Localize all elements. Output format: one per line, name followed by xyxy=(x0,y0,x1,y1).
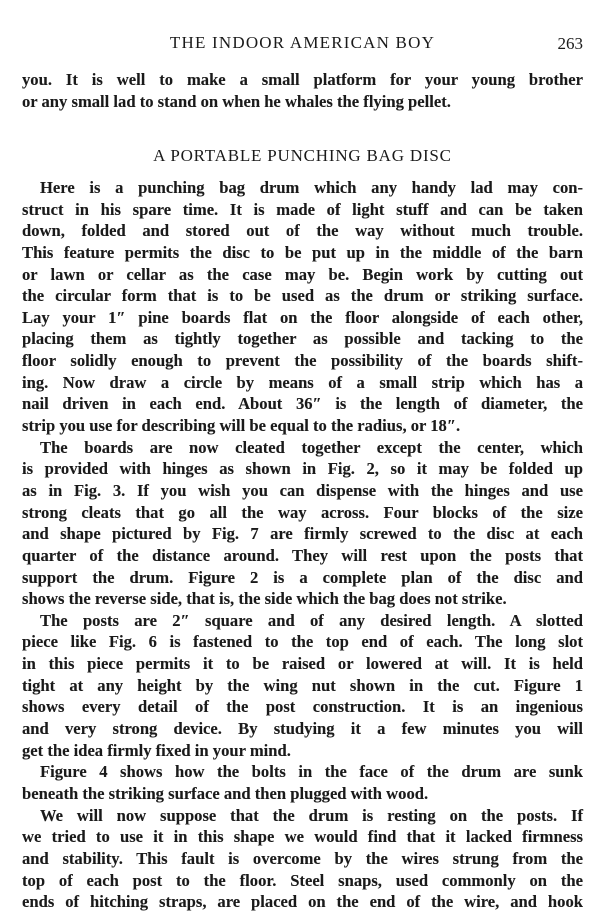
text-line: floor solidly enough to prevent the possibility of the boards shift- xyxy=(22,351,583,371)
text-line: strong cleats that go all the way across. Four blocks of the size xyxy=(22,502,583,522)
running-head-title: THE INDOOR AMERICAN BOY xyxy=(169,33,436,52)
text-line: placing them as tightly together as possible and tacking to the xyxy=(22,329,583,349)
text-line: The posts are 2″ square and of any desired length. A slotted xyxy=(40,610,583,630)
text-line: in this piece permits it to be raised or lowered at will. It is held xyxy=(22,654,583,674)
text-line: and very strong device. By studying it a few minutes you will xyxy=(22,719,583,739)
text-line: is provided with hinges as shown in Fig. 2, so it may be folded up xyxy=(22,459,583,479)
text-line: ing. Now draw a circle by means of a small strip which has a xyxy=(22,372,583,392)
text-line: or any small lad to stand on when he whales the flying pellet. xyxy=(22,91,451,111)
text-line: nail driven in each end. About 36″ is the length of diameter, the xyxy=(22,394,583,414)
section-heading: A PORTABLE PUNCHING BAG DISC xyxy=(153,146,452,165)
text-line: strip you use for describing will be equal to the radius, or 18″. xyxy=(22,416,461,436)
text-line: This feature permits the disc to be put up in the middle of the barn xyxy=(22,242,583,262)
text-line: or lawn or cellar as the case may be. Begin work by cutting out xyxy=(22,264,583,284)
text-line: Lay your 1″ pine boards flat on the floor alongside of each other, xyxy=(22,307,583,327)
text-line: The boards are now cleated together except the center, which xyxy=(40,437,583,457)
running-head xyxy=(22,33,583,57)
text-line: struct in his spare time. It is made of light stuff and can be taken xyxy=(22,199,583,219)
text-line: and stability. This fault is overcome by the wires strung from the xyxy=(22,848,583,868)
text-line: as in Fig. 3. If you wish you can dispense with the hinges and use xyxy=(22,480,583,500)
text-line: get the idea firmly fixed in your mind. xyxy=(22,740,291,760)
text-line: you. It is well to make a small platform for your young brother xyxy=(22,70,583,89)
text-line: Figure 4 shows how the bolts in the face of the drum are sunk xyxy=(40,762,583,782)
text-line: tight at any height by the wing nut shown in the cut. Figure 1 xyxy=(22,675,583,695)
text-line: support the drum. Figure 2 is a complete plan of the disc and xyxy=(22,567,583,587)
text-line: piece like Fig. 6 is fastened to the top end of each. The long slot xyxy=(22,632,583,652)
text-line: shows every detail of the post construction. It is an ingenious xyxy=(22,697,583,717)
paragraph xyxy=(22,437,583,610)
paragraph xyxy=(22,610,583,761)
paragraph xyxy=(22,177,583,437)
paragraph xyxy=(22,805,583,913)
text-line: we tried to use it in this shape we would find that it lacked firmness xyxy=(22,827,583,847)
paragraph xyxy=(22,761,583,804)
text-line: ends of hitching straps, are placed on the end of the wire, and hook xyxy=(22,892,583,912)
text-line: quarter of the distance around. They will rest upon the posts that xyxy=(22,545,583,565)
intro-paragraph xyxy=(22,69,583,112)
text-line: We will now suppose that the drum is resting on the posts. If xyxy=(40,805,583,825)
text-line: beneath the striking surface and then plugged with wood. xyxy=(22,783,429,803)
page-number: 263 xyxy=(557,34,583,53)
section-body xyxy=(22,177,583,913)
text-line: shows the reverse side, that is, the side which the bag does not strike. xyxy=(22,589,507,609)
text-line: the circular form that is to be used as the drum or striking surface. xyxy=(22,286,583,306)
text-line: top of each post to the floor. Steel snaps, used commonly on the xyxy=(22,870,583,890)
text-line: and shape pictured by Fig. 7 are firmly screwed to the disc at each xyxy=(22,524,583,544)
text-line: Here is a punching bag drum which any handy lad may con- xyxy=(40,178,583,197)
text-line: down, folded and stored out of the way without much trouble. xyxy=(22,221,583,241)
